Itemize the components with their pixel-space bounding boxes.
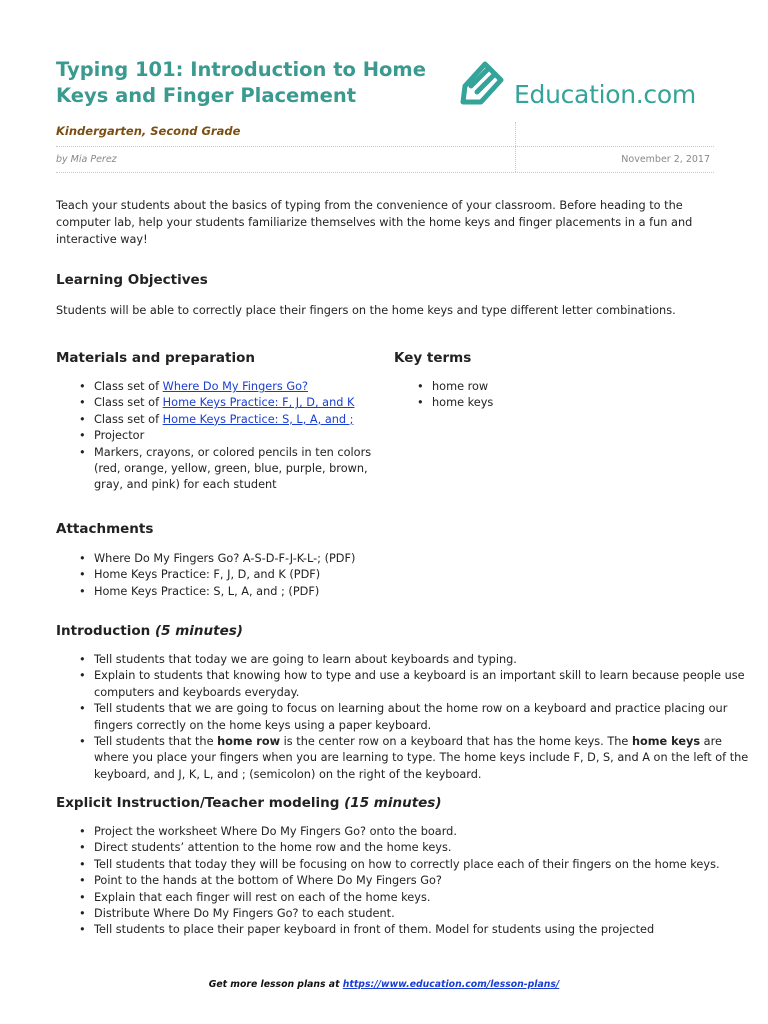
page-title [56, 57, 456, 109]
list-item: • home keys [432, 395, 732, 411]
list-item: • Point to the hands at the bottom of Where Do My Fingers Go? [94, 873, 754, 889]
divider-vertical [515, 122, 516, 172]
list-item-prefix: Class set of [94, 380, 163, 393]
introduction-list [56, 652, 754, 783]
list-item: • home row [432, 379, 732, 395]
page-title-line1: Typing 101: Introduction to Home [56, 58, 426, 81]
section-duration: (5 minutes) [154, 623, 243, 639]
section-duration: (15 minutes) [344, 795, 442, 811]
list-item [94, 379, 424, 395]
list-item-prefix: Class set of [94, 412, 163, 426]
list-item: • Project the worksheet Where Do My Fingers Go? onto the board. [94, 824, 754, 840]
key-terms-list [394, 379, 732, 412]
list-item: • Explain that each finger will rest on each of the home keys. [94, 890, 754, 906]
divider [56, 146, 714, 147]
term-home-keys: home keys [631, 735, 701, 749]
section-heading-attachments: Attachments [56, 521, 154, 537]
list-item-prefix: Class set of [94, 396, 163, 410]
list-item: • Markers, crayons, or colored pencils in ten colors (red, orange, yellow, green, blue, purple, brown, gray, and pink) for each student [94, 445, 384, 494]
learning-objectives-text: Students will be able to correctly place their fingers on the home keys and type different letter combinations. [56, 304, 676, 317]
section-heading-materials: Materials and preparation [56, 350, 255, 366]
attachment-item[interactable]: • Home Keys Practice: S, L, A, and ; (PDF) [94, 584, 754, 600]
list-item: • Projector [94, 428, 424, 444]
footer [0, 979, 768, 990]
page-title-line2: Keys and Finger Placement [56, 84, 357, 107]
logo-text: Education.com [514, 80, 696, 109]
term-home-row: home row [217, 735, 281, 749]
text-run: are where you place your fingers when you are learning to type. The home keys include F, D, S, and A on the left of the keyboard, and J, K, L, and ; (semicolon) on the right of the keyboard. [94, 735, 749, 781]
education-logo[interactable] [457, 56, 717, 112]
list-item: • Direct students’ attention to the home row and the home keys. [94, 840, 754, 856]
materials-list [56, 379, 424, 494]
grade-level: Kindergarten, Second Grade [56, 124, 241, 138]
list-item [94, 395, 424, 411]
section-heading-introduction [56, 623, 243, 639]
link-home-keys-practice-slai[interactable]: Home Keys Practice: S, L, A, and ; [162, 412, 354, 426]
link-where-do-my-fingers-go[interactable]: Where Do My Fingers Go? [162, 380, 308, 393]
footer-text: Get more lesson plans at [208, 979, 343, 990]
list-item [94, 734, 754, 783]
intro-paragraph: Teach your students about the basics of typing from the convenience of your classroom. Before heading to the computer lab, help your students familiarize themselves with the home keys and finger placements in a fun and interactive way! [56, 199, 693, 246]
link-home-keys-practice-fjdk[interactable]: Home Keys Practice: F, J, D, and K [162, 396, 355, 410]
date: November 2, 2017 [621, 154, 710, 165]
list-item: • Explain to students that knowing how to type and use a keyboard is an important skill to learn because people use computers and keyboards everyday. [94, 668, 754, 701]
list-item [94, 412, 424, 428]
attachment-item[interactable]: • Where Do My Fingers Go? A-S-D-F-J-K-L-; (PDF) [94, 551, 754, 567]
attachments-list [56, 551, 754, 600]
section-heading-text: Introduction [56, 623, 151, 639]
text-run: is the center row on a keyboard that has the home keys. The [280, 735, 632, 749]
attachment-item[interactable]: • Home Keys Practice: F, J, D, and K (PDF) [94, 567, 754, 583]
section-heading-explicit-instruction [56, 795, 442, 811]
list-item: • Tell students to place their paper keyboard in front of them. Model for students using the projected [94, 922, 754, 938]
list-item: • Tell students that we are going to focus on learning about the home row on a keyboard and practice placing our fingers correctly on the home keys using a paper keyboard. [94, 701, 754, 734]
author: by Mia Perez [56, 154, 117, 165]
education-pencil-logo-icon [457, 56, 513, 106]
footer-lesson-plans-link[interactable]: https://www.education.com/lesson-plans/ [342, 979, 560, 990]
section-heading-learning-objectives: Learning Objectives [56, 272, 208, 288]
section-heading-key-terms: Key terms [394, 350, 472, 366]
list-item: • Tell students that today they will be focusing on how to correctly place each of their fingers on the home keys. [94, 857, 754, 873]
divider [56, 172, 714, 173]
list-item: • Distribute Where Do My Fingers Go? to each student. [94, 906, 754, 922]
section-heading-text: Explicit Instruction/Teacher modeling [56, 795, 340, 811]
explicit-instruction-list [56, 824, 754, 939]
text-run: Tell students that the [94, 735, 218, 749]
list-item: • Tell students that today we are going to learn about keyboards and typing. [94, 652, 754, 668]
